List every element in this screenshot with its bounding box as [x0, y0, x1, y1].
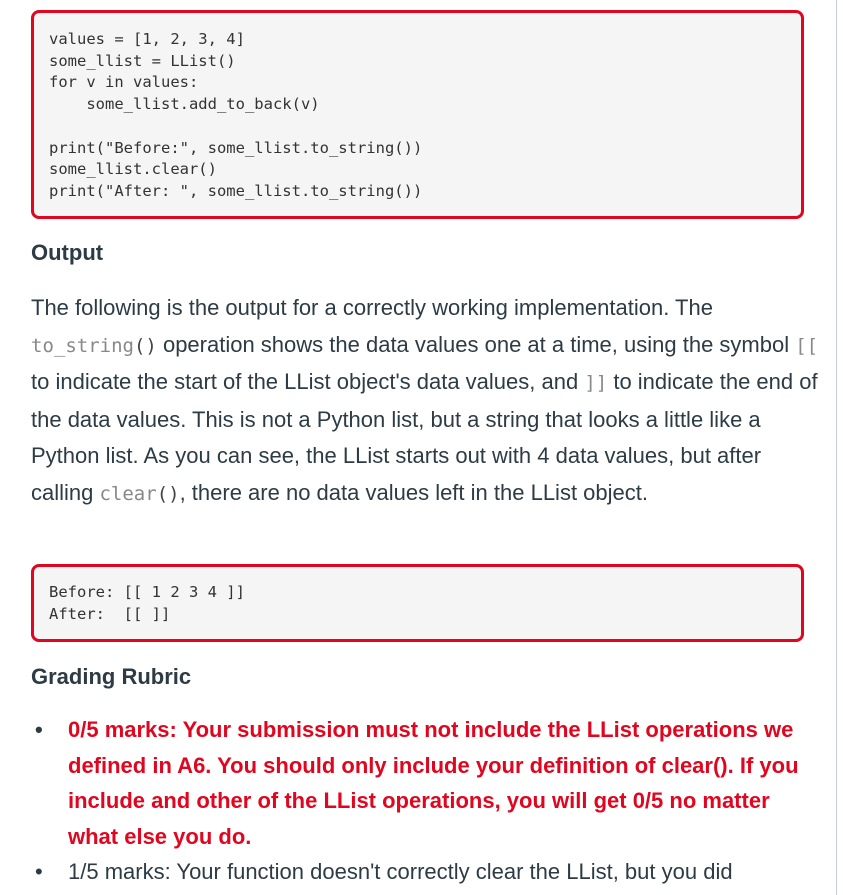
code-line: values = [1, 2, 3, 4]	[49, 30, 245, 48]
code-block-example	[31, 10, 804, 219]
output-line: After: [[ ]]	[49, 604, 171, 623]
text-run: , there are no data values left in the LList object.	[179, 479, 648, 505]
inline-code-clear	[99, 483, 179, 505]
text-run: to indicate the start of the LList object's data values, and	[31, 369, 585, 394]
rubric-list	[31, 712, 821, 890]
bullet-icon: •	[35, 717, 43, 742]
output-lines	[49, 582, 801, 625]
grading-rubric-heading: Grading Rubric	[31, 664, 192, 689]
rubric-item	[31, 712, 821, 854]
text-run: operation shows the data values one at a time, using the symbol	[156, 331, 796, 357]
output-line: Before: [[ 1 2 3 4 ]]	[49, 583, 245, 601]
text-run: The following is the output for a correctly working implementation. The	[31, 295, 713, 320]
code-line: print("Before:", some_llist.to_string())	[49, 138, 423, 157]
content-right-border	[836, 0, 837, 895]
code-name: clear	[99, 482, 157, 505]
text-run: to indicate the end of the data values. This is not a Python list, but a string that looks a little like a Python list. As you can see, the LList starts out with 4 data values, but after calling	[31, 369, 818, 505]
code-parens: ()	[156, 482, 180, 505]
rubric-item-text: 0/5 marks: Your submission must not include the LList operations we defined in A6. You should only include your definition of clear(). If you include and other of the LList operations, you will get 0/5 no matter what else you do.	[68, 717, 799, 849]
code-name: to_string	[31, 334, 134, 357]
code-line: some_llist = LList()	[49, 51, 236, 70]
code-lines	[49, 29, 801, 203]
inline-code-close-brackets: ]]	[584, 372, 608, 394]
output-description	[31, 290, 821, 512]
inline-code-to-string	[31, 335, 157, 357]
rubric-item	[31, 854, 821, 890]
bullet-icon: •	[35, 859, 43, 884]
code-line: some_llist.clear()	[49, 160, 217, 179]
inline-code-open-brackets: [[	[795, 334, 819, 357]
output-heading: Output	[31, 240, 104, 265]
code-line: print("After: ", some_llist.to_string())	[49, 181, 423, 200]
code-line: some_llist.add_to_back(v)	[49, 95, 320, 114]
code-block-output	[31, 564, 804, 642]
rubric-item-text: 1/5 marks: Your function doesn't correctly clear the LList, but you did	[68, 859, 733, 884]
code-parens: ()	[133, 334, 157, 357]
code-line: for v in values:	[49, 73, 199, 92]
